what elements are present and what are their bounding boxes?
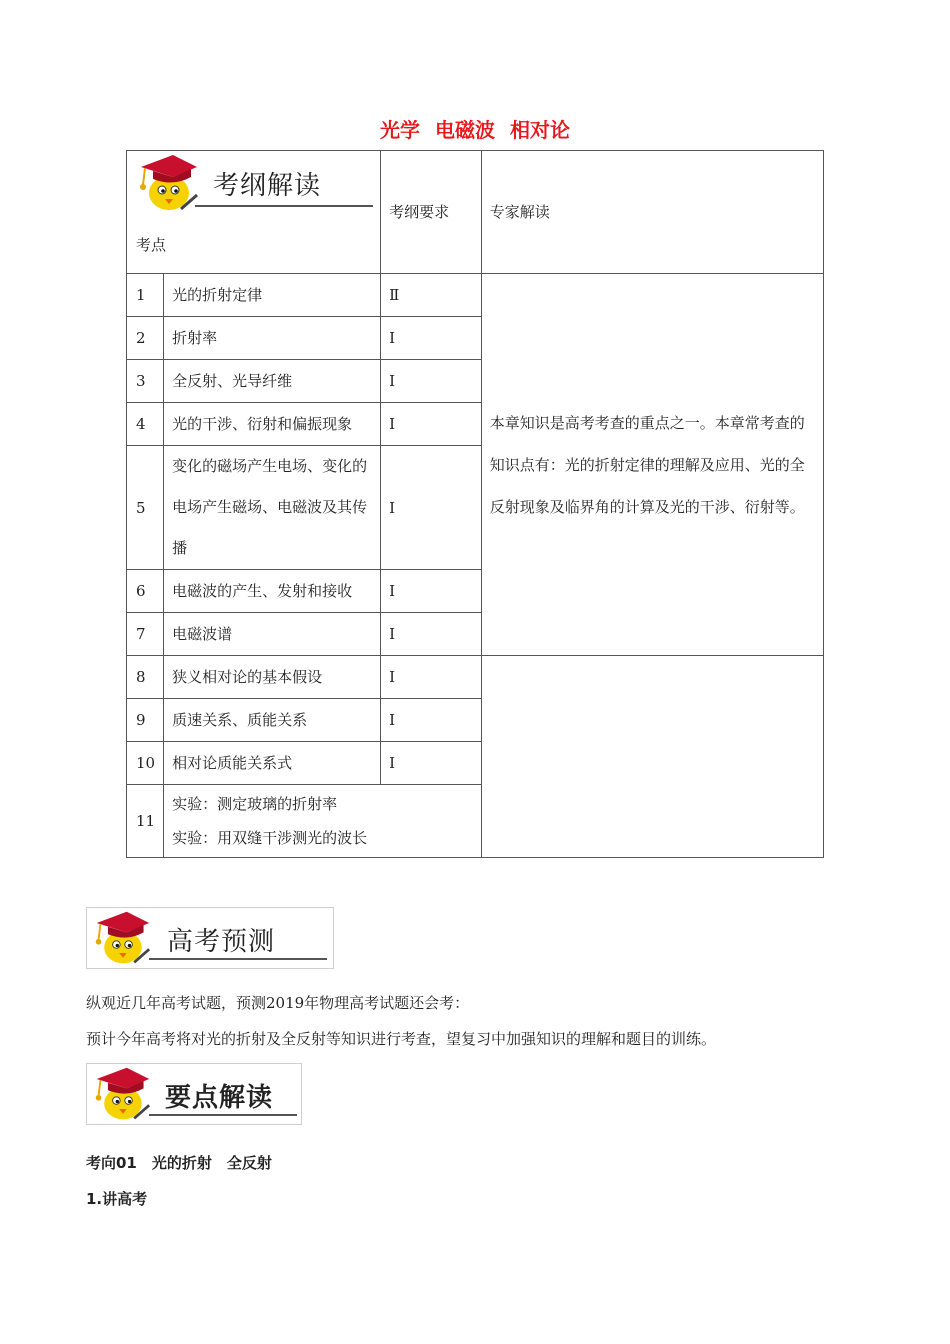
experiment-line-1: 实验：测定玻璃的折射率 [172,795,338,813]
graduate-cap-icon [133,151,203,215]
row-topic: 电磁波谱 [164,613,381,656]
col-jiedu-header: 专家解读 [481,151,823,274]
col-kaodian-label: 考点 [136,236,167,254]
row-level: Ⅰ [381,360,482,403]
row-level: Ⅰ [381,699,482,742]
row-topic: 相对论质能关系式 [164,742,381,785]
row-topic: 折射率 [164,317,381,360]
banner-kaogang [133,151,373,215]
row-topic: 光的折射定律 [164,274,381,317]
row-num: 7 [127,613,164,656]
row-topic: 质速关系、质能关系 [164,699,381,742]
banner-kaogang-text: 考纲解读 [213,171,322,201]
row-level: Ⅰ [381,317,482,360]
row-topic-experiments [164,785,482,858]
row-num: 10 [127,742,164,785]
row-topic: 狭义相对论的基本假设 [164,656,381,699]
row-num: 4 [127,403,164,446]
row-topic: 全反射、光导纤维 [164,360,381,403]
syllabus-table [126,150,824,858]
banner-gaokao-yuce [86,907,334,969]
graduate-cap-icon [89,1064,155,1124]
row-num: 2 [127,317,164,360]
row-topic: 变化的磁场产生电场、变化的电场产生磁场、电磁波及其传播 [164,446,381,570]
row-num: 8 [127,656,164,699]
banner-underline [195,205,373,207]
experiment-line-2: 实验：用双缝干涉测光的波长 [172,829,368,847]
row-level: Ⅰ [381,656,482,699]
row-num: 9 [127,699,164,742]
row-level: Ⅰ [381,570,482,613]
row-num: 11 [127,785,164,858]
page-title: 光学 电磁波 相对论 [380,118,570,142]
banner-underline [149,1114,297,1116]
banner-gaokao-text: 高考预测 [167,927,276,957]
expert-comment: 本章知识是高考考查的重点之一。本章常考查的知识点有：光的折射定律的理解及应用、光的全反射现象及临界角的计算及光的干涉、衍射等。 [481,274,823,656]
row-num: 1 [127,274,164,317]
row-topic: 电磁波的产生、发射和接收 [164,570,381,613]
banner-yaodian-text: 要点解读 [165,1083,274,1113]
row-level: Ⅰ [381,446,482,570]
row-topic: 光的干涉、衍射和偏振现象 [164,403,381,446]
row-level: Ⅰ [381,742,482,785]
prediction-line-2: 预计今年高考将对光的折射及全反射等知识进行考查，望复习中加强知识的理解和题目的训练。 [86,1030,717,1048]
graduate-cap-icon [89,908,155,968]
banner-yaodian [86,1063,302,1125]
row-num: 3 [127,360,164,403]
row-num: 6 [127,570,164,613]
row-level: Ⅱ [381,274,482,317]
header-kaodian-cell [127,151,381,274]
row-level: Ⅰ [381,613,482,656]
prediction-line-1: 纵观近几年高考试题，预测2019年物理高考试题还会考： [86,994,470,1012]
row-level: Ⅰ [381,403,482,446]
banner-underline [149,958,327,960]
expert-comment-empty [481,656,823,858]
section-subheading: 1.讲高考 [86,1190,148,1208]
row-num: 5 [127,446,164,570]
section-heading: 考向01 光的折射 全反射 [86,1154,272,1172]
col-yaoqiu-header: 考纲要求 [381,151,482,274]
